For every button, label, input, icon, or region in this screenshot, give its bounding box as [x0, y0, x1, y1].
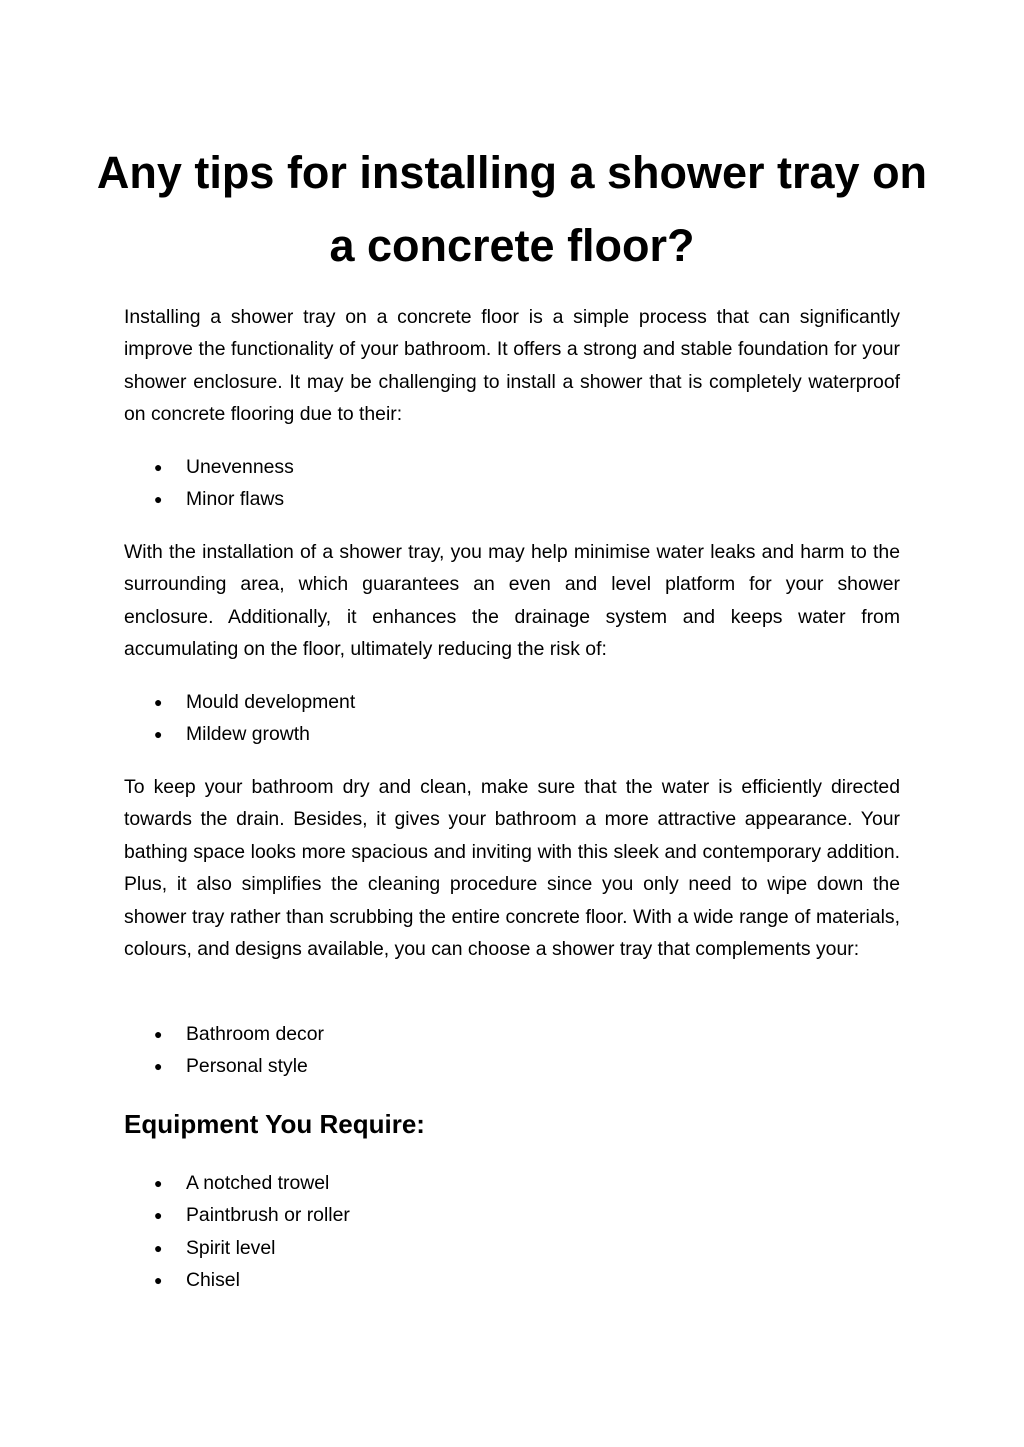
list-item-text: Mildew growth	[186, 723, 310, 746]
bullet-icon: ●	[154, 1026, 163, 1042]
list-item	[124, 483, 900, 515]
list-item-text: Minor flaws	[186, 488, 285, 511]
intro-paragraph: Installing a shower tray on a concrete floor is a simple process that can significantly improve the functionality of your bathroom. It offers a strong and stable foundation for your shower enclosure. It may be challenging to install a shower that is completely waterproof on concrete flooring due to their:	[124, 306, 900, 426]
list-item-text: Spirit level	[186, 1236, 276, 1259]
bullet-icon: ●	[154, 1239, 163, 1256]
list-item	[124, 1264, 900, 1296]
list-item	[124, 1050, 900, 1082]
list-item	[124, 451, 900, 483]
bullet-icon: ●	[154, 491, 163, 508]
bullet-icon: ●	[154, 1207, 163, 1224]
bullet-icon: ●	[154, 1272, 163, 1289]
page-title: Any tips for installing a shower tray on a concrete floor?	[96, 147, 928, 271]
bullet-icon: ●	[154, 1175, 163, 1191]
benefits-paragraph: With the installation of a shower tray, you may help minimise water leaks and harm to the surrounding area, which guarantees an even and level platform for your shower enclosure. Additionally, it enhances the drainage system and keeps water from accumulating on the floor, ultimately reducing the risk of:	[124, 541, 900, 661]
list-item-text: Unevenness	[186, 456, 294, 478]
equipment-heading: Equipment You Require:	[124, 1109, 425, 1139]
list-item	[124, 1232, 900, 1264]
list-item-text: Bathroom decor	[186, 1023, 324, 1045]
bullet-icon: ●	[154, 726, 163, 743]
list-item	[124, 1167, 900, 1199]
risks-list	[124, 686, 900, 751]
concrete-issues-list	[124, 451, 900, 516]
list-item	[124, 1199, 900, 1231]
list-item-text: Chisel	[186, 1269, 240, 1292]
list-item	[124, 718, 900, 750]
list-item-text: Mould development	[186, 691, 356, 713]
complements-list	[124, 1018, 900, 1083]
list-item	[124, 686, 900, 718]
list-item	[124, 1018, 900, 1050]
list-item-text: A notched trowel	[186, 1172, 330, 1194]
list-item-text: Personal style	[186, 1055, 308, 1078]
equipment-list	[124, 1167, 900, 1297]
bullet-icon: ●	[154, 694, 163, 710]
appearance-paragraph: To keep your bathroom dry and clean, make sure that the water is efficiently directed towards the drain. Besides, it gives your bathroom a more attractive appearance. Your bathing space looks more spacious and inviting with this sleek and contemporary addition. Plus, it also simplifies the cleaning procedure since you only need to wipe down the shower tray rather than scrubbing the entire concrete floor. With a wide range of materials, colours, and designs available, you can choose a shower tray that complements your:	[124, 776, 900, 961]
bullet-icon: ●	[154, 459, 163, 475]
list-item-text: Paintbrush or roller	[186, 1204, 350, 1227]
bullet-icon: ●	[154, 1058, 163, 1075]
